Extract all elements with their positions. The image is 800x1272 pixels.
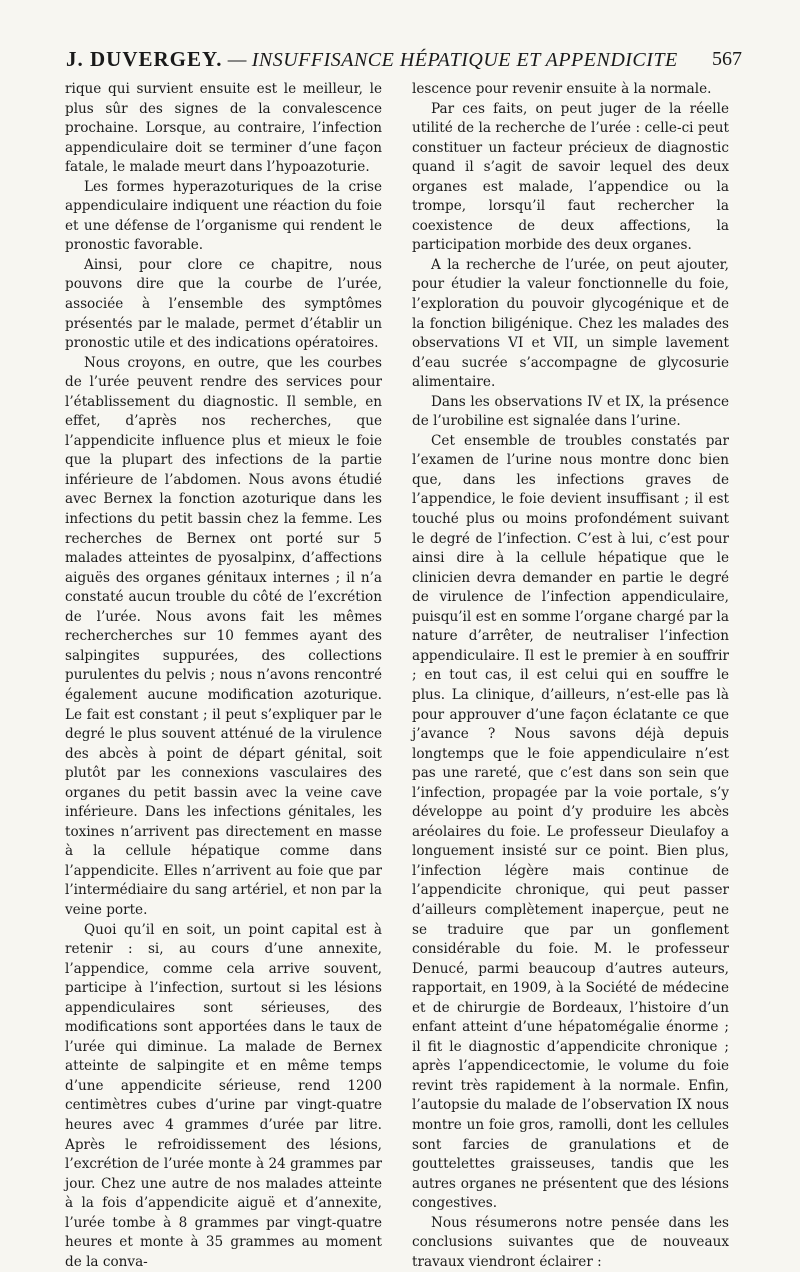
paragraph: Nous croyons, en outre, que les courbes de l’urée peuvent rendre des services pour l’établissement du diagnostic. Il semble, en effet, d’après nos recherches, que l’appendicite influence plus et mieux le foie que la plupart des infections de la partie inférieure de l’abdomen. Nous avons étudié avec Bernex la fonction azoturique dans les infections du petit bassin chez la femme. Les recherches de Bernex ont porté sur 5 malades atteintes de pyosalpinx, d’affections aiguës des organes génitaux internes ; il n’a constaté aucun trouble du côté de l’excrétion de l’urée. Nous avons fait les mêmes rechercherches sur 10 femmes ayant des salpingites suppurées, des collections purulentes du pelvis ; nous n’avons rencontré également aucune modification azoturique. Le fait est constant ; il peut s’expliquer par le degré le plus souvent atténué de la virulence des abcès à point de départ génital, soit plutôt par les connexions vasculaires des organes du petit bassin avec la veine cave inférieure. Dans les infections génitales, les toxines n’arrivent pas directement en masse à la cellule hépatique comme dans l’appendicite. Elles n’arrivent au foie que par l’intermédiaire du sang artériel, et non par la veine porte. [65, 354, 382, 918]
page-number: 567 [712, 48, 742, 70]
paragraph: Quoi qu’il en soit, un point capital est à retenir : si, au cours d’une annexite, l’appendice, comme cela arrive souvent, participe à l’infection, surtout si les lésions appendiculaires sont sérieuses, des modifications sont apportées dans le taux de l’urée qui diminue. La malade de Bernex atteinte de salpingite et en même temps d’une appendicite sérieuse, rend 1200 centimètres cubes d’urine par vingt-quatre heures avec 4 grammes d’urée par litre. Après le refroidissement des lésions, l’excrétion de l’urée monte à 24 grammes par jour. Chez une autre de nos malades atteinte à la fois d’appendicite aiguë et d’annexite, l’urée tombe à 8 grammes par vingt-quatre heures et monte à 35 grammes au moment de la conva- [65, 921, 382, 1270]
paragraph: Par ces faits, on peut juger de la réelle utilité de la recherche de l’urée : celle-ci peut constituer un facteur précieux de diagnostic quand il s’agit de savoir lequel des deux organes est malade, l’appendice ou la trompe, lorsqu’il faut rechercher la coexistence de deux affections, la participation morbide des deux organes. [412, 100, 729, 254]
header-separator: — [222, 47, 252, 71]
header-author: J. DUVERGEY. [66, 47, 223, 71]
paragraph: Nous résumerons notre pensée dans les conclusions suivantes que de nouveaux travaux viendront éclairer : [412, 1214, 729, 1270]
paragraph: rique qui survient ensuite est le meilleur, le plus sûr des signes de la convalescence prochaine. Lorsque, au contraire, l’infection appendiculaire doit se terminer d’une façon fatale, le malade meurt dans l’hypoazoturie. [65, 81, 382, 176]
running-header [66, 44, 742, 74]
paragraph: Cet ensemble de troubles constatés par l’examen de l’urine nous montre donc bien que, dans les infections graves de l’appendice, le foie devient insuffisant ; il est touché plus ou moins profondément suivant le degré de l’infection. C’est à lui, c’est pour ainsi dire à la cellule hépatique que le clinicien devra demander en partie le degré de virulence de l’infection appendiculaire, puisqu’il est en somme l’organe chargé par la nature d’arrêter, de neutraliser l’infection appendiculaire. Il est le premier à en souffrir ; en tout cas, il est celui qui en souffre le plus. La clinique, d’ailleurs, n’est-elle pas là pour approuver d’une façon éclatante ce que j’avance ? Nous savons déjà depuis longtemps que le foie appendiculaire n’est pas une rareté, que c’est dans son sein que l’infection, propagée par la voie portale, s’y développe au point d’y produire les abcès aréolaires du foie. Le professeur Dieulafoy a longuement insisté sur ce point. Bien plus, l’infection légère mais continue de l’appendicite chronique, qui peut passer d’ailleurs complètement inaperçue, peut ne se traduire que par un gonflement considérable du foie. M. le professeur Denucé, parmi beaucoup d’autres auteurs, rapportait, en 1909, à la Société de médecine et de chirurgie de Bordeaux, l’histoire d’un enfant atteint d’une hépatomégalie énorme ; il fit le diagnostic d’appendicite chronique ; après l’appendicectomie, le volume du foie revint très rapidement à la normale. Enfin, l’autopsie du malade de l’observation IX nous montre un foie gros, ramolli, dont les cellules sont farcies de granulations et de gouttelettes graisseuses, tandis que les autres organes ne présentent que des lésions congestives. [412, 432, 729, 1212]
paragraph: lescence pour revenir ensuite à la normale. [412, 81, 712, 97]
paragraph: Dans les observations IV et IX, la présence de l’urobiline est signalée dans l’urine. [412, 393, 729, 430]
right-column [412, 80, 729, 1272]
paragraph: A la recherche de l’urée, on peut ajouter, pour étudier la valeur fonctionnelle du foie, l’exploration du pouvoir glycogénique et de la fonction biligénique. Chez les malades des observations VI et VII, un simple lavement d’eau sucrée s’accompagne de glycosurie alimentaire. [412, 256, 729, 391]
paragraph: Les formes hyperazoturiques de la crise appendiculaire indiquent une réaction du foie et une défense de l’organisme qui rendent le pronostic favorable. [65, 178, 382, 254]
left-column [65, 80, 382, 1272]
paragraph: Ainsi, pour clore ce chapitre, nous pouvons dire que la courbe de l’urée, associée à l’ensemble des symptômes présentés par le malade, permet d’établir un pronostic utile et des indications opératoires. [65, 256, 382, 352]
header-title: INSUFFISANCE HÉPATIQUE ET APPENDICITE [251, 49, 678, 71]
